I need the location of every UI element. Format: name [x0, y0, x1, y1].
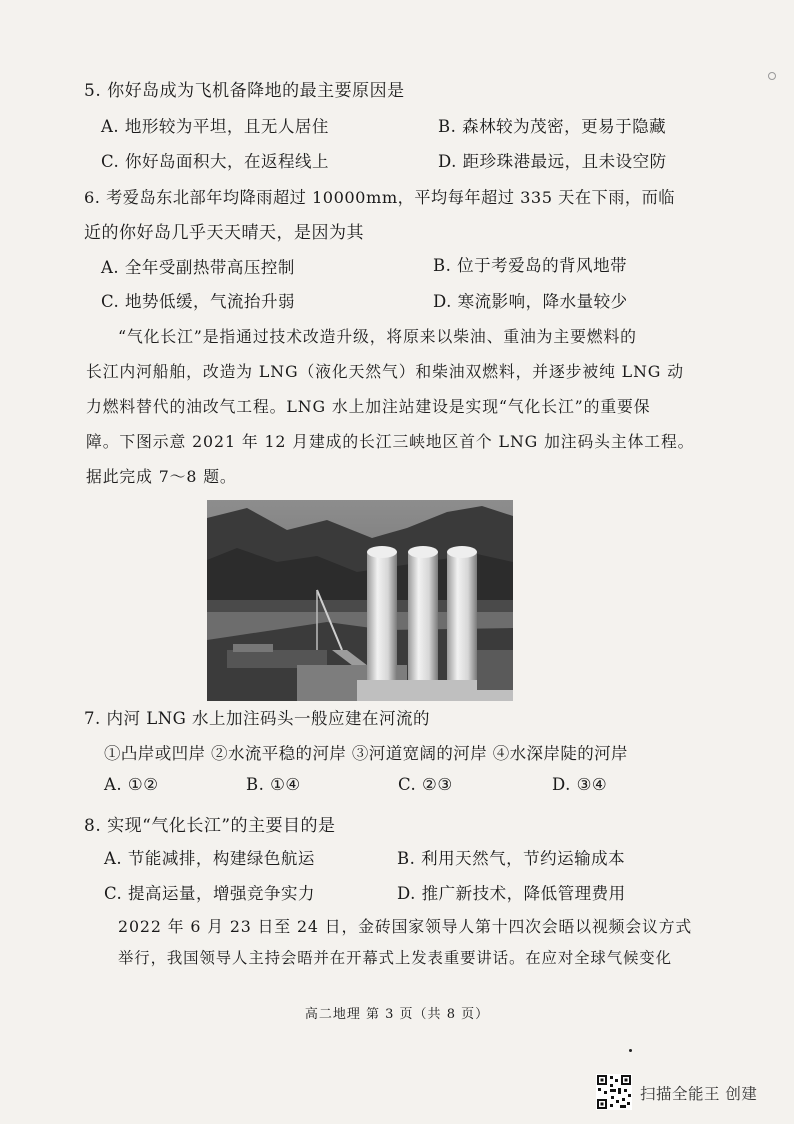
- q5-option-d: D. 距珍珠港最远，且未设空防: [438, 152, 667, 171]
- q8-option-d: D. 推广新技术，降低管理费用: [397, 884, 626, 903]
- margin-mark: [768, 72, 776, 80]
- lng-dock-photo: [207, 500, 513, 701]
- q5-option-c: C. 你好岛面积大，在返程线上: [101, 152, 330, 171]
- passage2-line2: 举行，我国领导人主持会晤并在开幕式上发表重要讲话。在应对全球气候变化: [118, 949, 672, 967]
- scanner-watermark: 扫描全能王 创建: [640, 1085, 758, 1103]
- q5-option-a: A. 地形较为平坦，且无人居住: [101, 117, 329, 136]
- passage1-line5: 据此完成 7～8 题。: [86, 467, 237, 486]
- passage1-line2: 长江内河船舶，改造为 LNG（液化天然气）和柴油双燃料，并逐步被纯 LNG 动: [86, 362, 684, 381]
- q8-option-b: B. 利用天然气，节约运输成本: [397, 849, 626, 868]
- q6-option-a: A. 全年受副热带高压控制: [101, 258, 295, 277]
- page-footer: 高二地理 第 3 页（共 8 页）: [304, 1007, 490, 1022]
- passage1-line4: 障。下图示意 2021 年 12 月建成的长江三峡地区首个 LNG 加注码头主体工程。: [86, 432, 695, 451]
- q6-option-c: C. 地势低缓，气流抬升弱: [101, 292, 296, 311]
- q6-stem-line1: 6. 考爱岛东北部年均降雨超过 10000mm，平均每年超过 335 天在下雨，而临: [84, 188, 675, 207]
- q5-option-b: B. 森林较为茂密，更易于隐藏: [438, 117, 667, 136]
- q7-option-c: C. ②③: [398, 775, 453, 794]
- q7-option-d: D. ③④: [552, 775, 608, 794]
- qr-code-icon: [596, 1074, 632, 1110]
- q8-stem: 8. 实现“气化长江”的主要目的是: [84, 816, 336, 836]
- passage1-line1: “气化长江”是指通过技术改造升级，将原来以柴油、重油为主要燃料的: [118, 327, 637, 346]
- q6-option-d: D. 寒流影响，降水量较少: [433, 292, 628, 311]
- passage1-line3: 力燃料替代的油改气工程。LNG 水上加注站建设是实现“气化长江”的重要保: [86, 397, 651, 416]
- q6-stem-line2: 近的你好岛几乎天天晴天，是因为其: [84, 223, 364, 243]
- q5-stem: 5. 你好岛成为飞机备降地的最主要原因是: [84, 81, 405, 101]
- q7-stem: 7. 内河 LNG 水上加注码头一般应建在河流的: [84, 709, 431, 728]
- passage2-line1: 2022 年 6 月 23 日至 24 日，金砖国家领导人第十四次会晤以视频会议方式: [118, 917, 693, 936]
- q8-option-a: A. 节能减排，构建绿色航运: [104, 849, 315, 868]
- q6-option-b: B. 位于考爱岛的背风地带: [433, 256, 628, 275]
- lng-dock-illustration: [207, 500, 513, 701]
- ink-dot: [629, 1049, 632, 1052]
- q7-choices: ①凸岸或凹岸 ②水流平稳的河岸 ③河道宽阔的河岸 ④水深岸陡的河岸: [104, 744, 628, 763]
- q7-option-b: B. ①④: [246, 775, 301, 794]
- q8-option-c: C. 提高运量，增强竞争实力: [104, 884, 316, 903]
- q7-option-a: A. ①②: [104, 775, 159, 794]
